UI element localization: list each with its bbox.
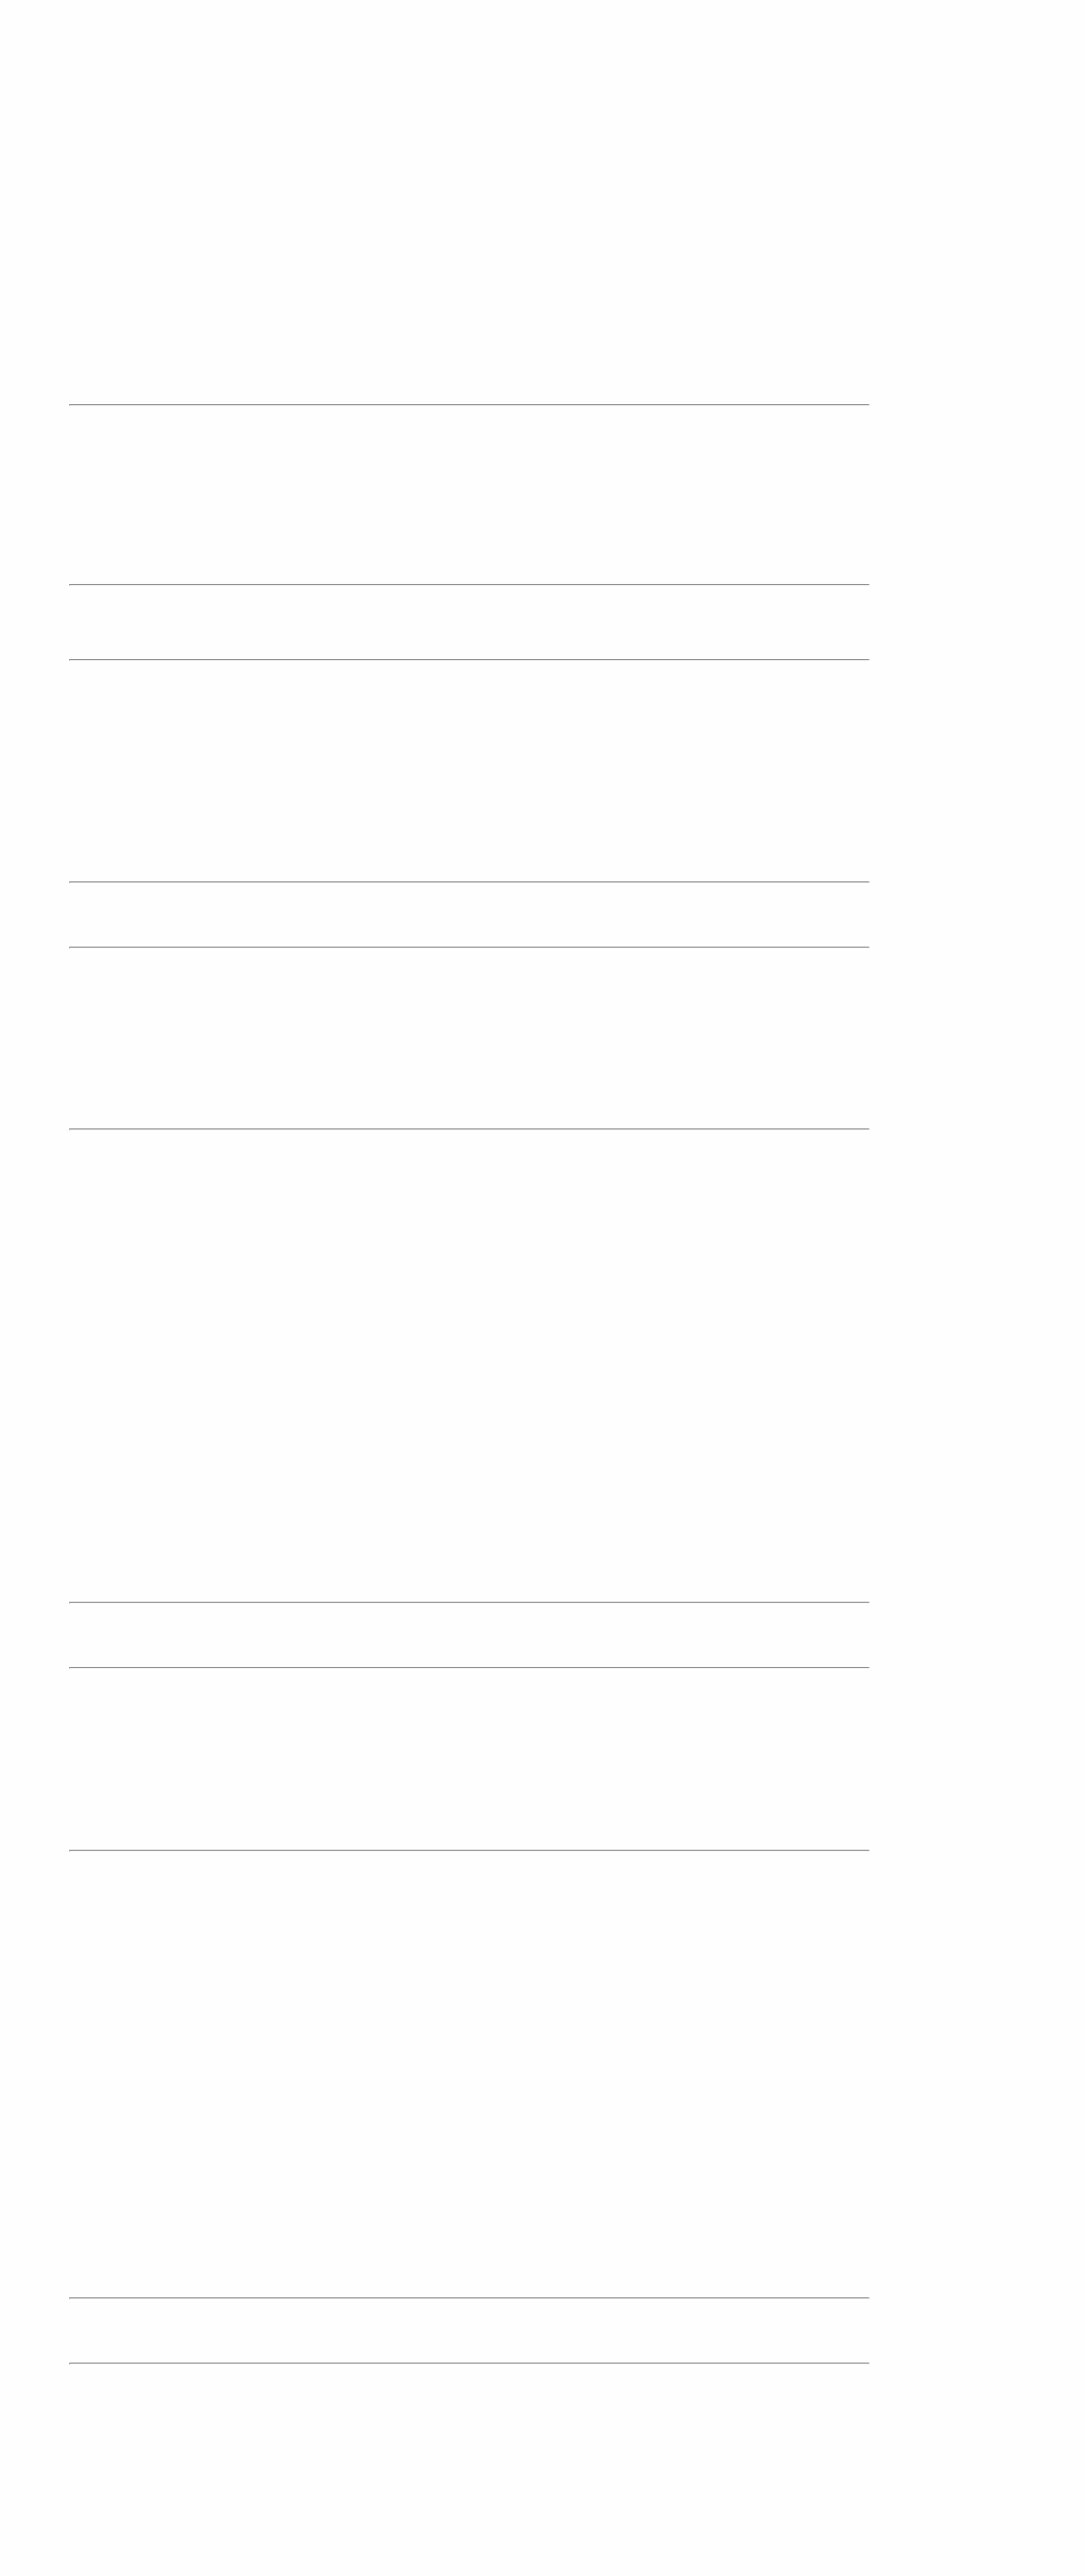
section-divider xyxy=(69,2363,870,2365)
section-divider xyxy=(69,659,870,661)
section-divider xyxy=(69,584,870,586)
section-divider xyxy=(69,947,870,949)
section-divider xyxy=(69,1602,870,1604)
section-divider xyxy=(69,2297,870,2299)
section-divider xyxy=(69,1667,870,1669)
section-divider xyxy=(69,404,870,406)
section-divider xyxy=(69,1850,870,1852)
section-divider xyxy=(69,881,870,883)
section-divider xyxy=(69,1128,870,1130)
